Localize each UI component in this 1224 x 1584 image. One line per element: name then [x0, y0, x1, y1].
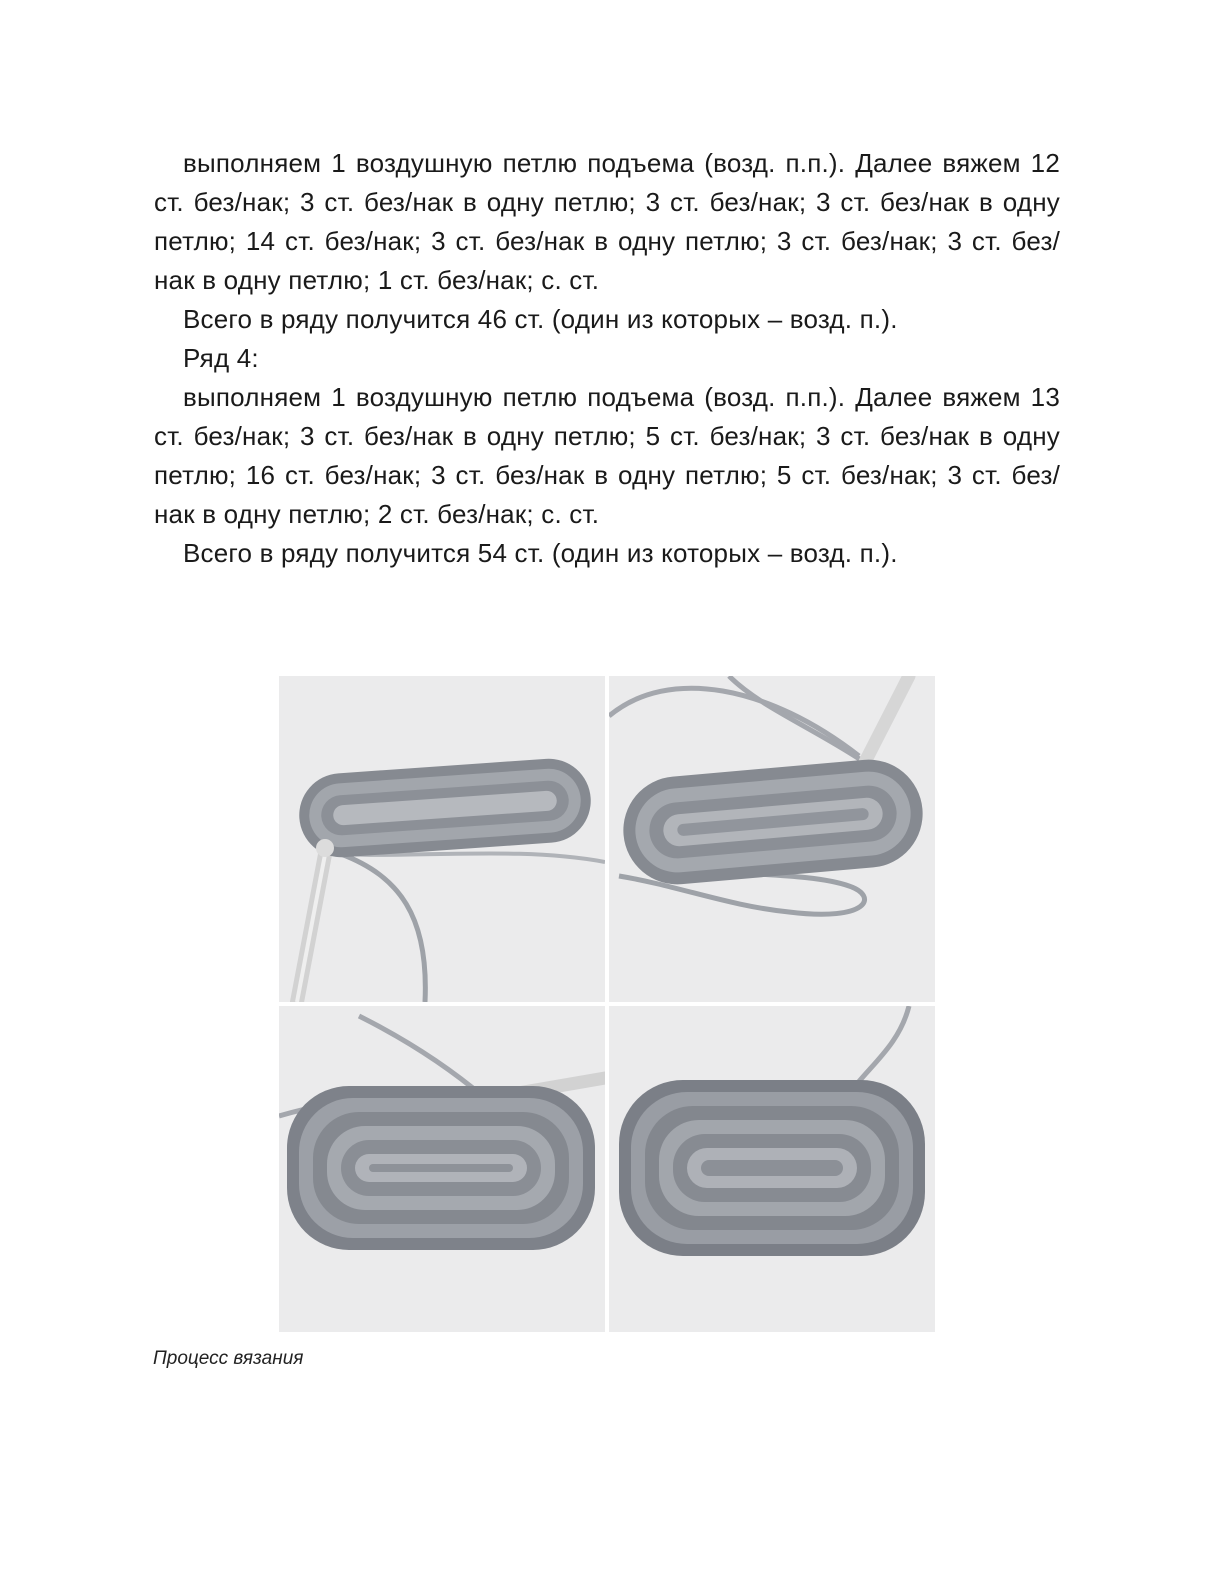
- photo-grid: [279, 676, 935, 1332]
- crochet-step-2-image: [609, 676, 935, 1002]
- crochet-step-4-image: [609, 1006, 935, 1332]
- photo-crochet-step-3: [279, 1006, 605, 1332]
- figure-caption: Процесс вязания: [153, 1348, 304, 1369]
- paragraph-row4-total: Всего в ряду получится 54 ст. (один из которых – возд. п.).: [183, 538, 898, 568]
- paragraph-row4-instructions: выполняем 1 воздушную петлю подъема (возд. п.п.). Далее вяжем 13 ст. без/нак; 3 ст. без/нак в одну петлю; 5 ст. без/нак; 3 ст. без/нак в одну петлю; 16 ст. без/нак; 3 ст. без/нак в одну петлю; 5 ст. без/нак; 3 ст. без/нак в одну петлю; 2 ст. без/нак; с. ст.: [154, 382, 1060, 529]
- photo-crochet-step-2: [609, 676, 935, 1002]
- photo-crochet-step-4: [609, 1006, 935, 1332]
- paragraph-row4-heading: Ряд 4:: [183, 343, 259, 373]
- paragraph-row3-total: Всего в ряду получится 46 ст. (один из которых – возд. п.).: [183, 304, 898, 334]
- paragraph-row3-instructions: выполняем 1 воздушную петлю подъема (возд. п.п.). Далее вяжем 12 ст. без/нак; 3 ст. без/нак в одну петлю; 3 ст. без/нак; 3 ст. без/нак в одну петлю; 14 ст. без/нак; 3 ст. без/нак в одну петлю; 3 ст. без/нак; 3 ст. без/нак в одну петлю; 1 ст. без/нак; с. ст.: [154, 148, 1060, 295]
- crochet-step-3-image: [279, 1006, 605, 1332]
- photo-crochet-step-1: [279, 676, 605, 1002]
- body-text: [154, 144, 1060, 573]
- crochet-step-1-image: [279, 676, 605, 1002]
